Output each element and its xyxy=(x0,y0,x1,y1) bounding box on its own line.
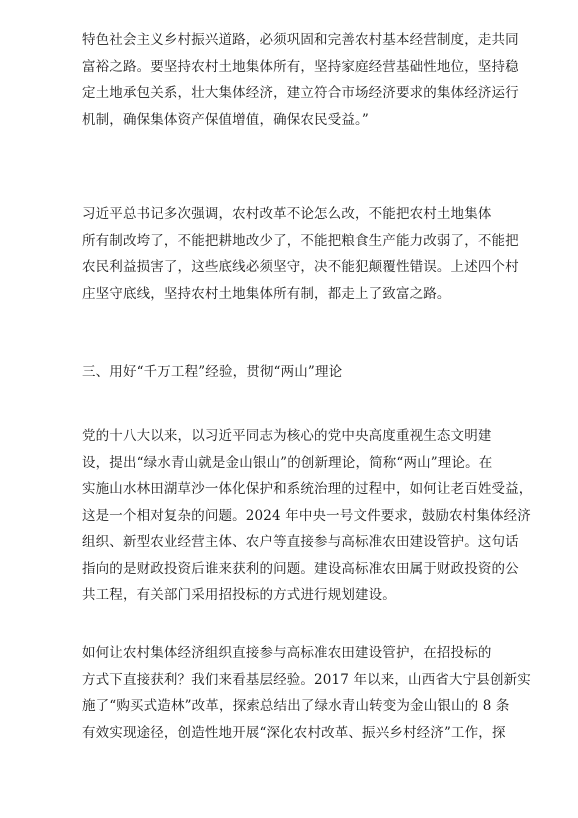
text-line: 设，提出“绿水青山就是金山银山”的创新理论，简称“两山”理论。在 xyxy=(82,454,493,471)
paragraph-two-mountains-theory xyxy=(82,423,533,609)
text-line: 实施山水林田湖草沙一体化保护和系统治理的过程中，如何让老百姓受益， xyxy=(82,481,533,497)
text-line: 富裕之路。要坚持农村土地集体所有，坚持家庭经营基础性地位，坚持稳 xyxy=(82,58,519,75)
text-line: 特色社会主义乡村振兴道路，必须巩固和完善农村基本经营制度，走共同 xyxy=(82,32,519,48)
text-line: 如何让农村集体经济组织直接参与高标准农田建设管护，在招投标的 xyxy=(82,645,492,661)
text-line: 指向的是财政投资后谁来获利的问题。建设高标准农田属于财政投资的公 xyxy=(82,560,519,577)
text-line: 施了“购买式造林”改革，探索总结出了绿水青山转变为金山银山的 8 条 xyxy=(82,698,510,714)
text-line: 定土地承包关系，壮大集体经济，建立符合市场经济要求的集体经济运行 xyxy=(82,85,519,101)
text-line: 庄坚守底线，坚持农村土地集体所有制，都走上了致富之路。 xyxy=(82,285,451,302)
text-line: 机制，确保集体资产保值增值，确保农民受益。” xyxy=(82,111,369,128)
text-line: 组织、新型农业经营主体、农户等直接参与高标准农田建设管护。这句话 xyxy=(82,534,519,550)
text-line: 农民利益损害了，这些底线必须坚守，决不能犯颠覆性错误。上述四个村 xyxy=(82,259,519,275)
text-line: 这是一个相对复杂的问题。2024 年中央一号文件要求，鼓励农村集体经济 xyxy=(82,507,531,524)
text-line: 共工程，有关部门采用招投标的方式进行规划建设。 xyxy=(82,587,396,603)
text-line: 习近平总书记多次强调，农村改革不论怎么改，不能把农村土地集体 xyxy=(82,206,492,222)
text-line: 所有制改垮了，不能把耕地改少了，不能把粮食生产能力改弱了，不能把 xyxy=(82,232,519,249)
section-heading-text: 三、用好“千万工程”经验，贯彻“两山”理论 xyxy=(82,364,343,380)
paragraph-daning-county-experience xyxy=(82,640,531,746)
section-heading xyxy=(82,359,502,386)
text-line: 党的十八大以来，以习近平同志为核心的党中央高度重视生态文明建 xyxy=(82,428,492,444)
paragraph-reform-bottom-line xyxy=(82,201,519,307)
paragraph-land-collective-ownership xyxy=(82,27,519,133)
text-line: 有效实现途径，创造性地开展“深化农村改革、振兴乡村经济”工作，探 xyxy=(82,724,506,741)
text-line: 方式下直接获利？我们来看基层经验。2017 年以来，山西省大宁县创新实 xyxy=(82,671,531,688)
